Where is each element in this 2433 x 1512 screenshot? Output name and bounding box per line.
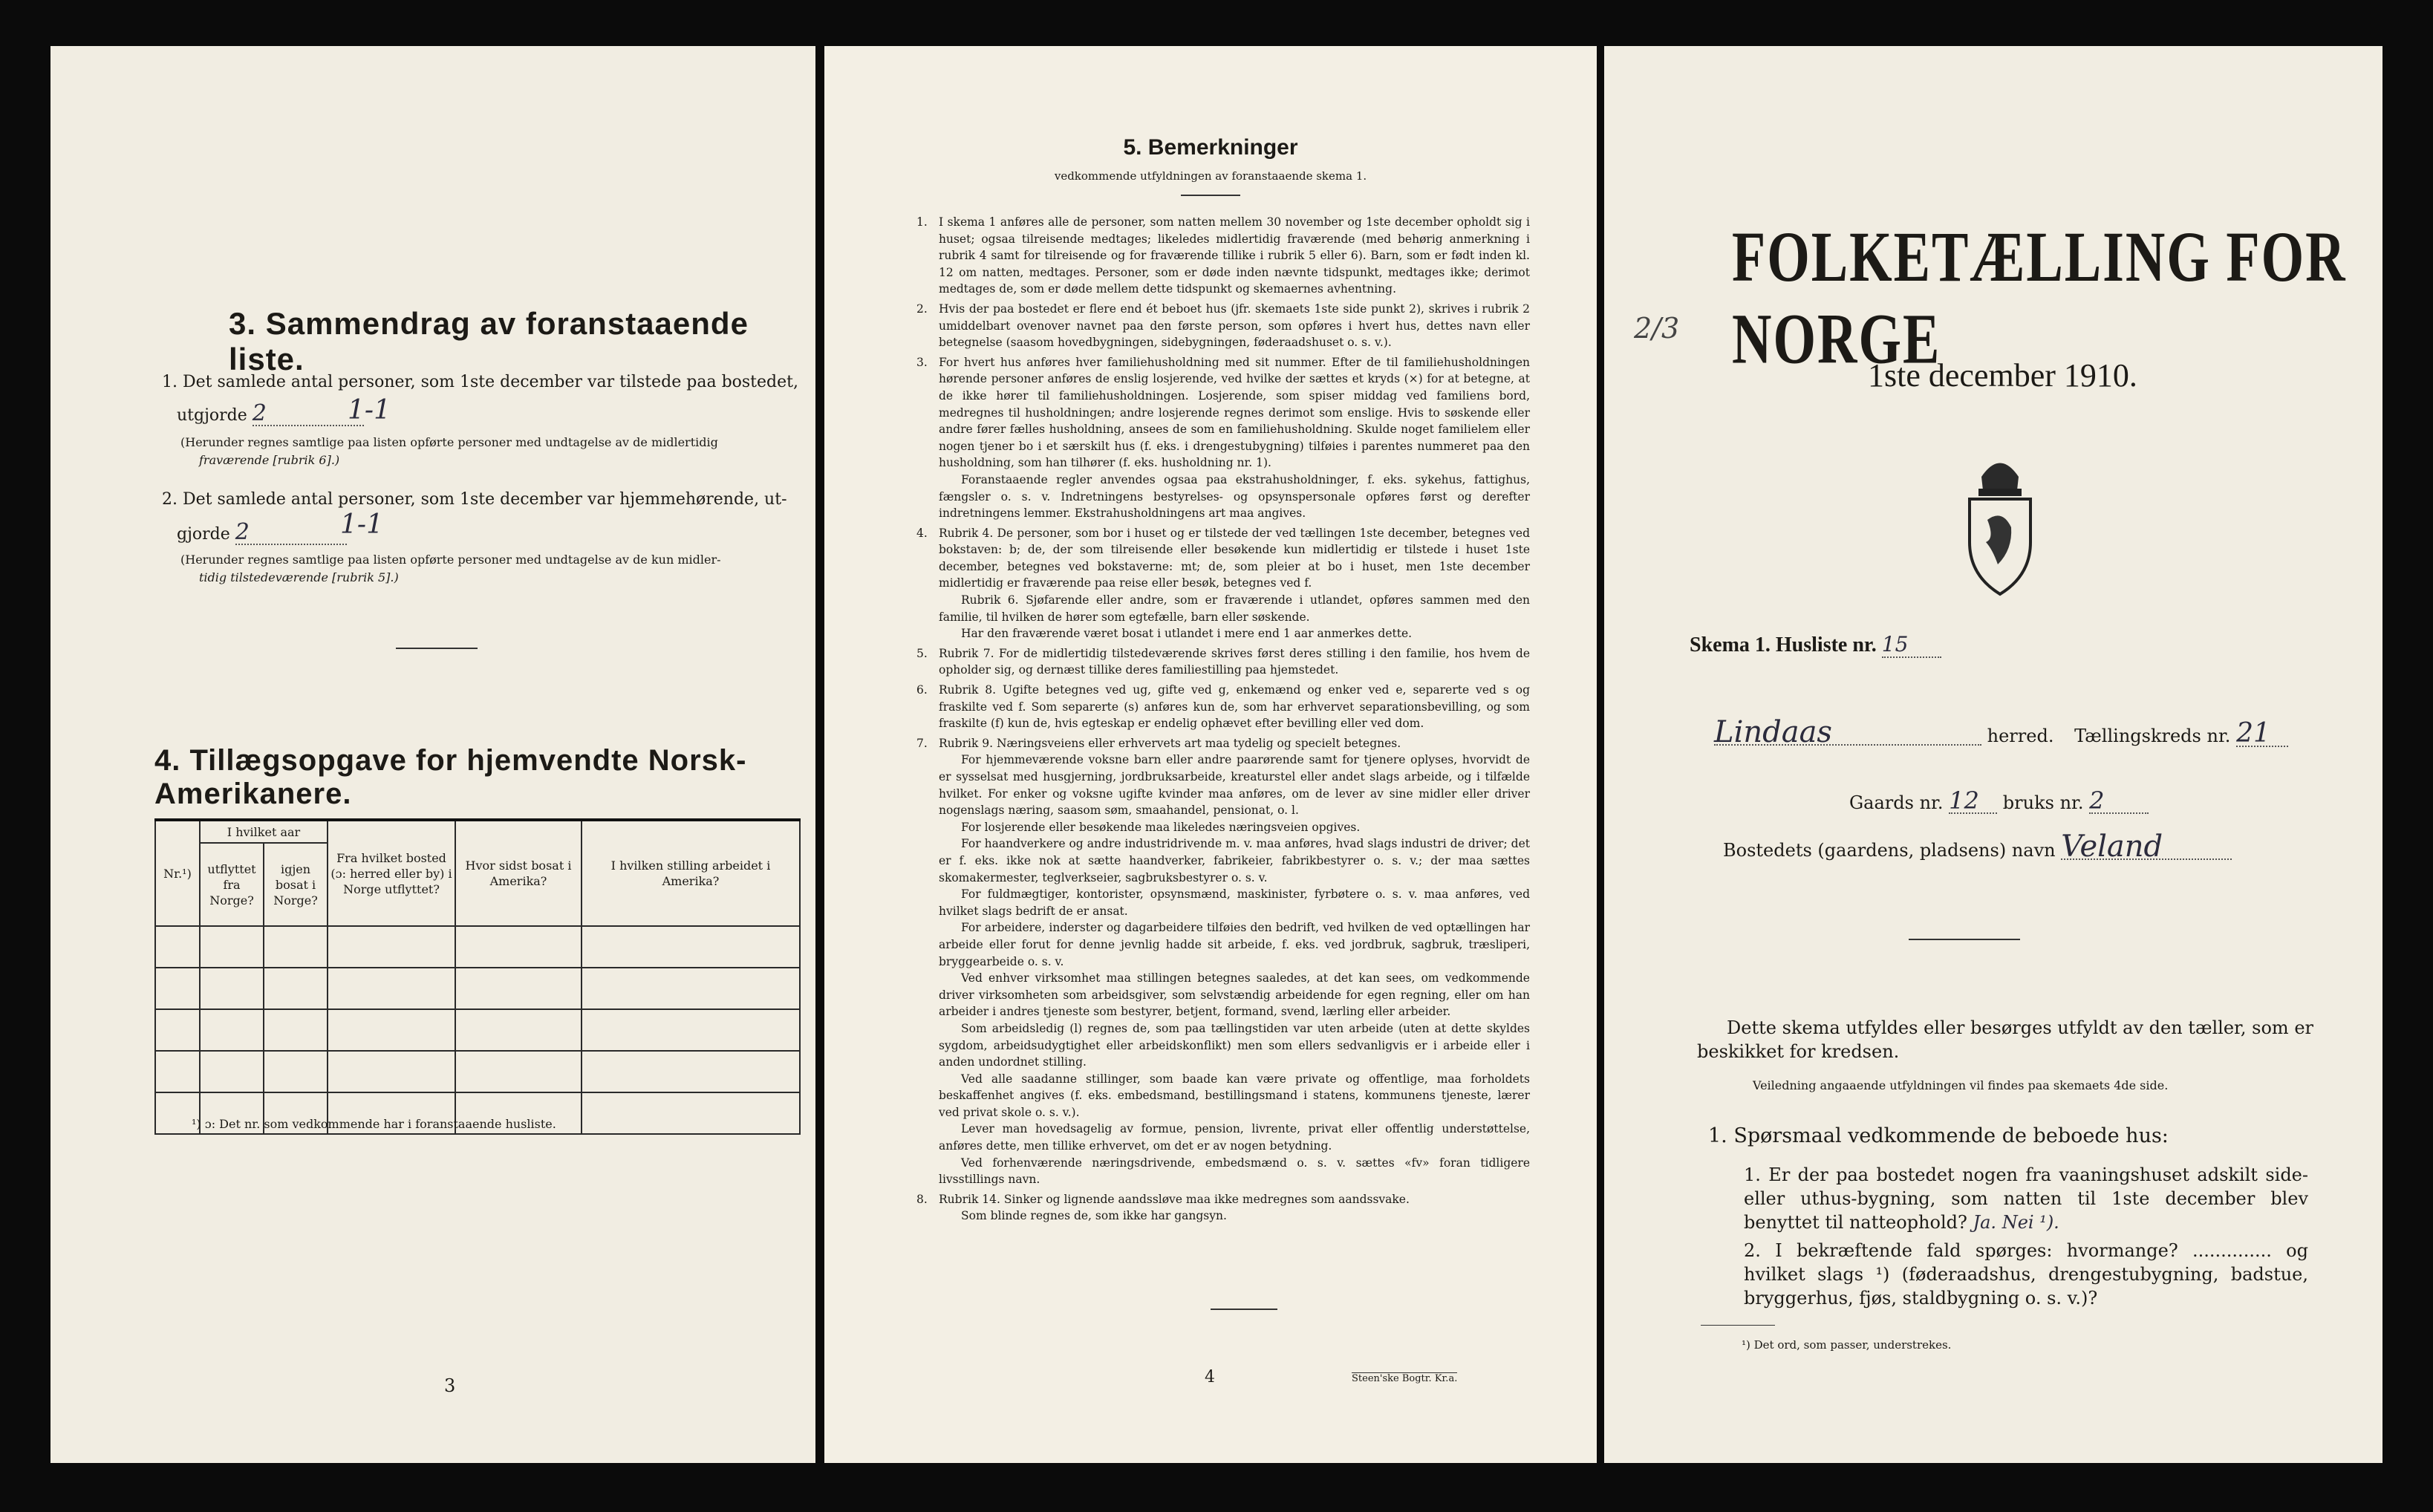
remark-paragraph (906, 354, 1530, 472)
remark-paragraph (906, 1020, 1530, 1071)
remark-paragraph (906, 472, 1530, 522)
table-row (155, 1051, 800, 1092)
page-1 (1604, 46, 2382, 1463)
remark-paragraph (906, 886, 1530, 919)
remark-paragraph (906, 819, 1530, 836)
remark-paragraph (906, 592, 1530, 625)
question-2: 2. Det samlede antal personer, som 1ste december var hjemmehørende, ut- (162, 490, 787, 509)
remark-paragraph (906, 1121, 1530, 1154)
remarks-list (906, 211, 1530, 1225)
footnote: ¹) Det ord, som passer, understrekes. (1742, 1338, 1952, 1352)
divider (1181, 195, 1240, 196)
page-4 (824, 46, 1597, 1463)
q2-note-1: (Herunder regnes samtlige paa listen opførte personer med undtagelse av de kun midler- (180, 553, 721, 567)
col-utflyttet: utflyttet fra Norge? (200, 843, 264, 926)
remark-paragraph (906, 625, 1530, 642)
remark-number: 2. (916, 302, 928, 316)
remark-text: I skema 1 anføres alle de personer, som natten mellem 30 november og 1ste december opholdt sig i huset; ogsaa tilreisende medtages; likeledes midlertidig fraværende (med behørig anmerkning i rubrik 4 samt for tilreisende og for fraværende tillike i rubrik 5 eller 6). Barn, som er født inden kl. 12 om natten, medtages. Personer, som er døde inden nævnte tidspunkt, medtages ikke; derimot medtages de, som er døde mellem dette tidspunkt og skemaernes avhentning. (939, 215, 1530, 296)
table-row (155, 968, 800, 1009)
remark-text: Rubrik 8. Ugifte betegnes ved ug, gifte ved g, enkemænd og enker ved e, separerte ved s og fraskilte ved f. Som separerte (s) anføres kun de, som har erhvervet separationsbevilling, og som fraskilte (f) kun de, hvis egteskap er endelig ophævet efter bevilling eller ved dom. (939, 683, 1530, 731)
guidance-text: Veiledning angaaende utfyldningen vil findes paa skemaets 4de side. (1753, 1078, 2169, 1092)
remark-paragraph (906, 1208, 1530, 1225)
q2-note-2: tidig tilstedeværende [rubrik 5].) (199, 570, 399, 584)
remark-paragraph (906, 1155, 1530, 1188)
remark-text: Hvis der paa bostedet er flere end ét beboet hus (jfr. skemaets 1ste side punkt 2), skrives i rubrik 2 umiddelbart ovenover navnet paa den første person, som opføres i hvert hus, dettes navn eller betegnelse (saasom hovedbygningen, sidebygningen, føderaadshuset o. s. v.). (939, 302, 1530, 350)
divider (1701, 1325, 1775, 1326)
q1-note-1: (Herunder regnes samtlige paa listen opførte personer med undtagelse av de midlertidig (180, 435, 718, 449)
q2-answer-line (177, 521, 347, 546)
q2-handwritten-extra: 1-1 (340, 509, 383, 540)
divider (1909, 939, 2020, 940)
main-title: FOLKETÆLLING FOR NORGE (1732, 218, 2347, 379)
census-date: 1ste december 1910. (1868, 357, 2137, 394)
remark-text: Har den fraværende været bosat i utlandet i mere end 1 aar anmerkes dette. (961, 627, 1413, 641)
remark-text: For arbeidere, inderster og dagarbeidere tilføies den bedrift, ved hvilken de ved optællingen har arbeide eller forut for denne jevnlig hadde sit arbeide, f. eks. ved jordbruk, sagbruk, træsliperi, bryggearbeide o. s. v. (939, 921, 1530, 968)
question-1-text: 1. Er der paa bostedet nogen fra vaaningshuset adskilt side- eller uthus-bygning, som natten til 1ste december blev benyttet til natteophold? (1744, 1164, 2308, 1233)
remark-text: Ved enhver virksomhet maa stillingen betegnes saaledes, at det kan sees, om vedkommende driver virksomheten som arbeidsgiver, som selvstændig arbeidende for egen regning, eller om han arbeider i andres tjeneste som bestyrer, betjent, formand, svend, lærling eller arbeider. (939, 971, 1530, 1019)
footnote: ¹) ɔ: Det nr. som vedkommende har i foranstaaende husliste. (192, 1117, 556, 1131)
remark-paragraph (906, 682, 1530, 732)
kreds-value: 21 (2236, 722, 2288, 747)
remark-text: Rubrik 6. Sjøfarende eller andre, som er fraværende i utlandet, opføres sammen med den familie, til hvilken de hører som egtefælle, barn eller søskende. (939, 593, 1530, 624)
remark-text: For hjemmeværende voksne barn eller andre paarørende samt for tjenere oplyses, hvorvidt de er sysselsat med husgjerning, jordbruksarbeide, kreaturstel eller andet slags arbeide, og i tilfælde hvilket. For enker og voksne ugifte kvinder maa anføres, om de lever av sine midler eller driver nogenslags næring, saasom søm, smaahandel, pensionat, o. l. (939, 753, 1530, 818)
remark-text: Rubrik 7. For de midlertidig tilstedeværende skrives først deres stilling i den familie, hos hvem de opholder sig, og dernæst tillike deres familiestilling paa hjemstedet. (939, 646, 1530, 677)
remarks-subtitle: vedkommende utfyldningen av foranstaaende skema 1. (1054, 169, 1367, 183)
gaards-label: Gaards nr. (1849, 792, 1944, 813)
question-1-answer: Ja. Nei ¹). (1973, 1212, 2059, 1233)
remark-paragraph (906, 1071, 1530, 1121)
remark-text: Foranstaaende regler anvendes ogsaa paa ekstrahusholdninger, f. eks. sykehus, fattighus, fængsler o. s. v. Indretningens bestyrelses- og opsynspersonale opføres først og derefter indretningens lemmer. Ekstrahusholdningens art maa angives. (939, 472, 1530, 521)
remark-text: For haandverkere og andre industridrivende m. v. maa anføres, hvad slags industri de driver; det er f. eks. ikke nok at sætte haandverker, fabrikeier, fabrikbestyrer o. s. v.; der maa sættes skomakermester, teglverkseier, sagbruksbestyrer o. s. v. (939, 837, 1530, 884)
col-igjen: igjen bosat i Norge? (264, 843, 328, 926)
remark-text: Rubrik 9. Næringsveiens eller erhvervets art maa tydelig og specielt betegnes. (939, 736, 1401, 750)
col-group-aar: I hvilket aar (200, 820, 328, 843)
instruction-text: Dette skema utfyldes eller besørges utfyldt av den tæller, som er beskikket for kredsen. (1697, 1017, 2313, 1062)
remark-text: Som blinde regnes de, som ikke har gangsyn. (961, 1209, 1227, 1223)
question-1: 1. Det samlede antal personer, som 1ste december var tilstede paa bostedet, (162, 373, 798, 391)
remark-paragraph (906, 970, 1530, 1020)
remark-text: For hvert hus anføres hver familiehusholdning med sit nummer. Efter de til familiehusholdningen hørende personer anføres de enslig losjerende, ved hvilke der sættes et kryds (×) for at betegne, at de ikke hører til familiehusholdningen. Losjerende, som spiser middag ved familiens bord, medregnes til husholdningen; andre losjerende regnes derimot som enslige. Hvis to søskende eller andre fører fælles husholdning, ansees de som en familiehusholdning. Skulde noget familielem eller nogen tjener bo i et særskilt hus (f. eks. i drengestubygning) tilføies i parentes nummeret paa den husholdning, som han tilhører (f. eks. husholdning nr. 1). (939, 355, 1530, 470)
remark-text: Ved forhenværende næringsdrivende, embedsmænd o. s. v. sættes «fv» foran tidligere livsstillings navn. (939, 1156, 1530, 1187)
gaards-line (1849, 786, 2149, 815)
remark-paragraph (906, 735, 1530, 752)
gaards-value: 12 (1949, 789, 1997, 814)
bruks-value: 2 (2089, 789, 2149, 814)
q1-value: 2 (253, 403, 364, 426)
q1-note-2: fraværende [rubrik 6].) (199, 453, 340, 467)
remark-text: Rubrik 4. De personer, som bor i huset og er tilstede der ved tællingen 1ste december, betegnes ved bokstaven: b; de, der som tilreisende eller besøkende kun midlertidig er tilstede i huset 1ste december, betegnes ved bokstaverne: mt; de, som pleier at bo i huset, men 1ste december midlertidig er fraværende paa reise eller besøk, betegnes ved f. (939, 526, 1530, 590)
q2-value: 2 (235, 521, 347, 545)
herred-line (1714, 715, 2288, 749)
bosted-line (1723, 830, 2232, 864)
q1-handwritten-extra: 1-1 (348, 395, 391, 426)
questions-heading: 1. Spørsmaal vedkommende de beboede hus: (1708, 1124, 2169, 1147)
remark-text: For losjerende eller besøkende maa likeledes næringsveien opgives. (961, 820, 1361, 834)
page-number: 4 (1205, 1368, 1215, 1386)
col-nr: Nr.¹) (155, 820, 200, 926)
bosted-value: Veland (2061, 835, 2232, 860)
remark-text: Ved alle saadanne stillinger, som baade kan være private og offentlige, maa forholdets beskaffenhet angives (f. eks. embedsmand, bestillingsmand i statens, kommunens tjeneste, lærer ved privat skole o. s. v.). (939, 1072, 1530, 1119)
remark-paragraph (906, 645, 1530, 679)
q1-label: utgjorde (177, 406, 247, 425)
margin-pencil-mark: 2/3 (1634, 312, 1680, 345)
remark-text: For fuldmægtiger, kontorister, opsynsmænd, maskinister, fyrbøtere o. s. v. maa anføres, ved hvilket slags bedrift de er ansat. (939, 887, 1530, 918)
col-hvor: Hvor sidst bosat i Amerika? (455, 820, 582, 926)
divider (1211, 1309, 1277, 1310)
remark-text: Som arbeidsledig (l) regnes de, som paa tællingstiden var uten arbeide (uten at dette skyldes sygdom, arbeidsudygtighet eller arbeidskonflikt) men som ellers sedvanligvis er i arbeide eller i anden undordnet stilling. (939, 1021, 1530, 1069)
remark-paragraph (906, 919, 1530, 970)
remark-number: 6. (916, 683, 928, 697)
coat-of-arms-icon (1959, 438, 2041, 602)
herred-value: Lindaas (1714, 720, 1981, 746)
remark-number: 7. (916, 736, 928, 750)
kreds-label: Tællingskreds nr. (2074, 726, 2231, 746)
page-3 (51, 46, 815, 1463)
skema-label: Skema 1. Husliste nr. (1690, 633, 1877, 656)
printer-mark: Steen'ske Bogtr. Kr.a. (1352, 1373, 1458, 1384)
col-fra: Fra hvilket bosted (ɔ: herred eller by) i Norge utflyttet? (328, 820, 455, 926)
section-4-title: 4. Tillægsopgave for hjemvendte Norsk-Amerikanere. (154, 744, 747, 810)
bosted-label: Bostedets (gaardens, pladsens) navn (1723, 840, 2056, 861)
section-3-title: 3. Sammendrag av foranstaaende liste. (229, 306, 749, 377)
bruks-label: bruks nr. (2002, 792, 2084, 813)
q2-label: gjorde (177, 525, 230, 544)
norsk-amerikanere-table (154, 818, 801, 1135)
col-stilling: I hvilken stilling arbeidet i Amerika? (582, 820, 800, 926)
skema-line (1690, 633, 1941, 658)
question-1 (1744, 1163, 2308, 1234)
remark-text: Lever man hovedsagelig av formue, pension, livrente, privat eller offentlig understøttelse, anføres dette, men tillike erhvervet, om det er av nogen betydning. (939, 1122, 1530, 1153)
page-number: 3 (444, 1375, 456, 1396)
remark-number: 3. (916, 355, 928, 369)
remark-paragraph (906, 1191, 1530, 1208)
remark-paragraph (906, 525, 1530, 592)
remark-number: 5. (916, 646, 928, 660)
remarks-title: 5. Bemerkninger (1123, 135, 1298, 160)
remark-number: 4. (916, 526, 928, 540)
herred-label: herred. (1987, 726, 2054, 746)
remark-paragraph (906, 301, 1530, 351)
husliste-nr: 15 (1882, 633, 1941, 658)
remark-number: 1. (916, 215, 928, 229)
q1-answer-line (177, 400, 364, 427)
table-row (155, 1009, 800, 1051)
remark-paragraph (906, 752, 1530, 818)
remark-text: Rubrik 14. Sinker og lignende aandssløve maa ikke medregnes som aandssvake. (939, 1192, 1410, 1206)
remark-paragraph (906, 214, 1530, 298)
remark-number: 8. (916, 1192, 928, 1206)
remark-paragraph (906, 835, 1530, 886)
table-row (155, 926, 800, 968)
divider (396, 648, 478, 649)
question-2: 2. I bekræftende fald spørges: hvormange? .............. og hvilket slags ¹) (føderaadshus, drengestubygning, badstue, bryggerhus, fjøs, staldbygning o. s. v.)? (1744, 1240, 2308, 1309)
